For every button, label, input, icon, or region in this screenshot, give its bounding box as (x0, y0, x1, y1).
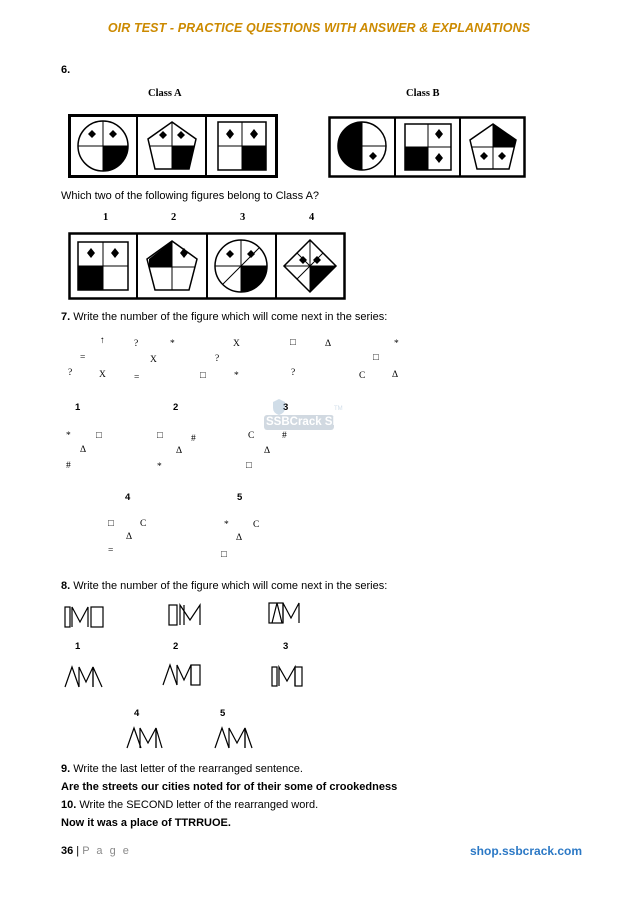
q8-number: 8. (61, 580, 71, 592)
q7-o1-sym-a: * (66, 431, 71, 441)
q8-question (61, 580, 387, 592)
q7-s2-sym-1: X (233, 339, 240, 349)
q7-s1-sym-4: = (80, 353, 86, 363)
q10-number: 10. (61, 799, 77, 811)
q7-s1-sym-8: = (134, 373, 140, 383)
page-number: 36 (61, 845, 74, 857)
q8-series-fig-3 (269, 603, 299, 623)
q7-s3-sym-1: □ (290, 338, 296, 348)
page-footer-number (61, 845, 131, 857)
q9-sentence: Are the streets our cities noted for of their some of crookedness (61, 781, 398, 793)
q8-option-3-number: 3 (283, 641, 289, 652)
class-b-fig-3 (470, 124, 516, 169)
q7-s2-sym-3: □ (200, 371, 206, 381)
q7-option-5-number: 5 (237, 492, 243, 503)
q10-question-text: Write the SECOND letter of the rearranged word. (76, 799, 319, 811)
q8-option-2-number: 2 (173, 641, 179, 652)
q7-o2-sym-b: # (191, 434, 196, 444)
q6-option-2-number: 2 (171, 212, 177, 223)
q7-s1-sym-6: ? (68, 368, 73, 378)
q8-option-5-number: 5 (220, 708, 226, 719)
q7-question (61, 311, 387, 323)
q6-option-4-number: 4 (309, 212, 315, 223)
class-b-fig-2 (405, 124, 451, 170)
q7-o1-sym-c: Δ (80, 445, 87, 455)
class-a-label: Class A (148, 88, 182, 99)
q7-o5-sym-a: * (224, 520, 229, 530)
q7-o5-sym-d: □ (221, 550, 227, 560)
class-a-fig-2 (148, 122, 196, 169)
q7-s3-sym-5: ? (291, 368, 296, 378)
q6-option-2-figure (147, 241, 197, 290)
q7-o3-sym-c: Δ (264, 446, 271, 456)
q7-option-1-number: 1 (75, 402, 81, 413)
q7-o3-sym-b: # (282, 431, 287, 441)
q8-figures (60, 600, 320, 760)
ssbcrack-watermark-logo (262, 398, 382, 438)
class-b-fig-1 (338, 122, 386, 170)
q6-option-figures (68, 232, 346, 300)
q7-o1-sym-b: □ (96, 431, 102, 441)
q8-option-3-figure (272, 667, 302, 686)
q7-s3-sym-2: Δ (325, 339, 332, 349)
q7-option-4-number: 4 (125, 492, 131, 503)
q7-s1-sym-1: ↑ (100, 336, 105, 346)
q8-question-text: Write the number of the figure which will come next in the series: (70, 580, 388, 592)
q6-option-3-number: 3 (240, 212, 246, 223)
class-a-fig-1 (78, 121, 128, 171)
q7-s3-sym-4: □ (373, 353, 379, 363)
q7-o2-sym-c: Δ (176, 446, 183, 456)
q10-sentence: Now it was a place of TTRRUOE. (61, 817, 231, 829)
q7-number: 7. (61, 311, 71, 323)
q8-series-fig-2 (169, 605, 200, 625)
q7-s3-sym-6: C (359, 371, 366, 381)
q7-s2-sym-4: * (234, 371, 239, 381)
page-separator: | (73, 845, 83, 857)
q7-o3-sym-a: C (248, 431, 255, 441)
q8-option-2-figure (163, 665, 200, 685)
q6-option-1-figure (78, 242, 128, 290)
class-a-fig-3 (218, 122, 266, 170)
q8-option-4-figure (127, 728, 162, 748)
q7-s1-sym-7: X (99, 370, 106, 380)
q8-option-1-figure (65, 667, 102, 687)
q7-s3-sym-7: Δ (392, 370, 399, 380)
page-header-title: OIR TEST - PRACTICE QUESTIONS WITH ANSWER & EXPLANATIONS (107, 21, 531, 35)
class-b-figures (328, 116, 526, 178)
q9-question-text: Write the last letter of the rearranged sentence. (70, 763, 303, 775)
q7-o5-sym-c: Δ (236, 533, 243, 543)
q10-question (61, 799, 318, 811)
q7-option-2-number: 2 (173, 402, 179, 413)
watermark-tm: TM (334, 406, 343, 412)
class-a-figures (68, 114, 278, 178)
q7-o4-sym-d: = (108, 546, 114, 556)
page-label: P a g e (82, 845, 131, 857)
q7-o4-sym-c: Δ (126, 532, 133, 542)
watermark-emblem-icon (270, 398, 288, 416)
q8-option-4-number: 4 (134, 708, 140, 719)
q7-o4-sym-b: C (140, 519, 147, 529)
q7-s1-sym-3: * (170, 339, 175, 349)
q9-question (61, 763, 303, 775)
q7-o3-sym-d: □ (246, 461, 252, 471)
q7-question-text: Write the number of the figure which will come next in the series: (70, 311, 388, 323)
q9-number: 9. (61, 763, 71, 775)
q6-option-1-number: 1 (103, 212, 109, 223)
q7-o5-sym-b: C (253, 520, 260, 530)
q7-o1-sym-d: # (66, 461, 71, 471)
q7-s1-sym-2: ? (134, 339, 139, 349)
q6-number: 6. (61, 64, 71, 76)
class-b-label: Class B (406, 88, 440, 99)
q6-option-3-figure (215, 240, 267, 292)
q7-s1-sym-5: X (150, 355, 157, 365)
q6-question: Which two of the following figures belong to Class A? (61, 190, 320, 202)
watermark-text: SSBCrack SHOP (266, 416, 358, 428)
q6-option-4-figure (284, 240, 336, 292)
q7-o4-sym-a: □ (108, 519, 114, 529)
q8-option-1-number: 1 (75, 641, 81, 652)
q8-option-5-figure (215, 728, 252, 748)
footer-site-link[interactable]: shop.ssbcrack.com (470, 844, 583, 858)
q7-s2-sym-2: ? (215, 354, 220, 364)
q8-series-fig-1 (65, 607, 103, 627)
q7-option-3-number: 3 (283, 402, 289, 413)
q7-s3-sym-3: * (394, 339, 399, 349)
q7-o2-sym-a: □ (157, 431, 163, 441)
q7-o2-sym-d: * (157, 462, 162, 472)
